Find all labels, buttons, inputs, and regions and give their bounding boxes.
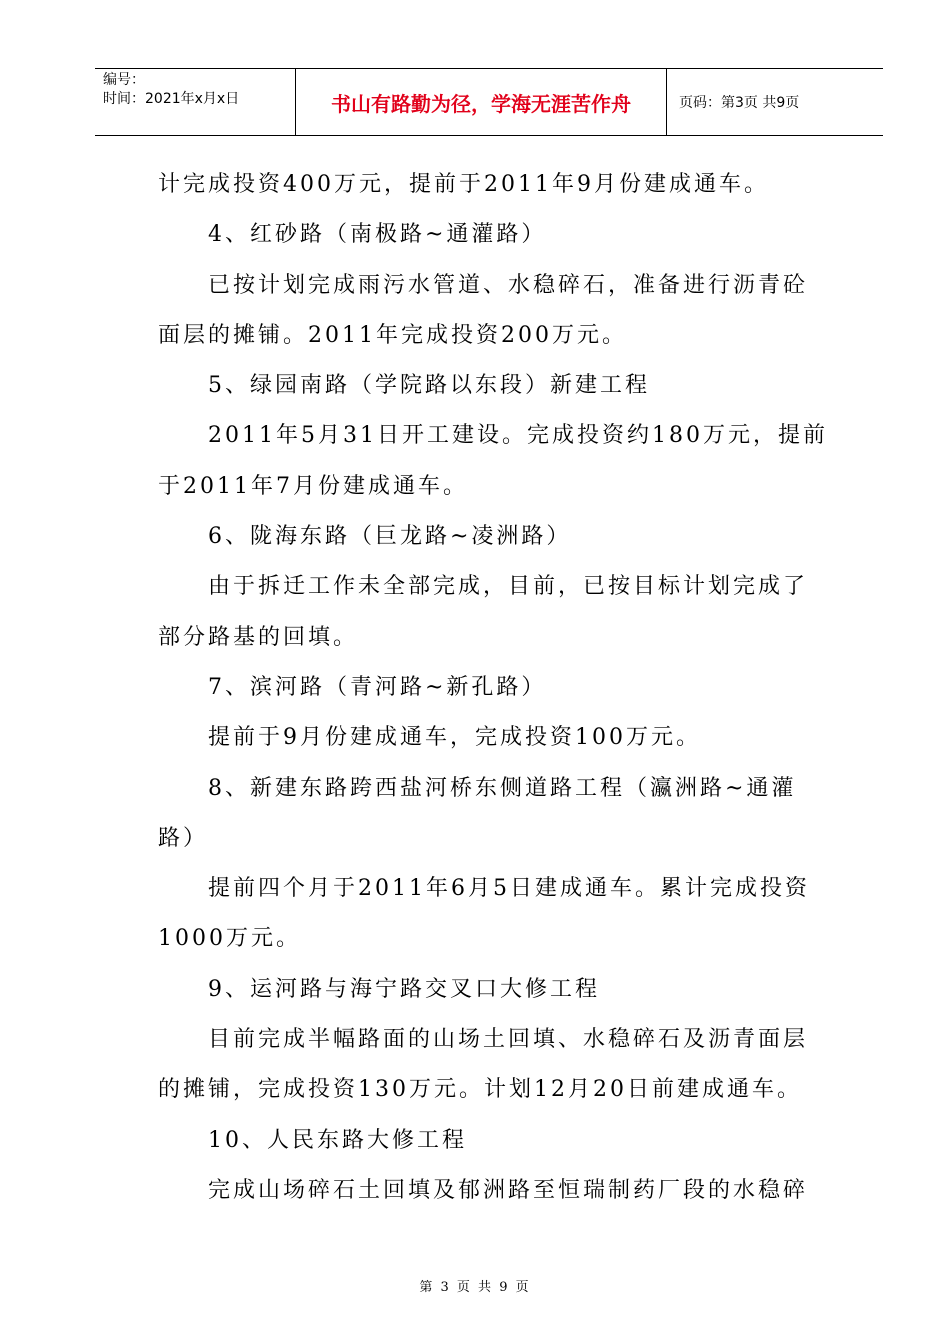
paragraph: 计完成投资400万元，提前于2011年9月份建成通车。 (158, 172, 769, 197)
section-heading: 5、绿园南路（学院路以东段）新建工程 (208, 373, 650, 399)
page-header (95, 68, 883, 136)
time-label: 时间：2021年x月x日 (103, 91, 240, 107)
number-label: 编号： (103, 72, 145, 88)
section-heading: 6、陇海东路（巨龙路~凌洲路） (208, 524, 572, 550)
paragraph: 完成山场碎石土回填及郁洲路至恒瑞制药厂段的水稳碎 (208, 1177, 809, 1203)
header-meta (95, 69, 295, 135)
paragraph: 已按计划完成雨污水管道、水稳碎石，准备进行沥青砼面层的摊铺。2011年完成投资200万元。 (158, 272, 809, 348)
section-heading: 4、红砂路（南极路~通灌路） (208, 222, 547, 248)
header-motto: 书山有路勤为径，学海无涯苦作舟 (295, 69, 667, 135)
paragraph: 2011年5月31日开工建设。完成投资约180万元，提前于2011年7月份建成通车。 (158, 423, 828, 499)
paragraph: 提前四个月于2011年6月5日建成通车。累计完成投资1000万元。 (158, 876, 810, 952)
document-body (158, 160, 830, 1216)
section-heading: 8、新建东路跨西盐河桥东侧道路工程（瀛洲路~通灌路） (158, 775, 797, 851)
paragraph: 目前完成半幅路面的山场土回填、水稳碎石及沥青面层的摊铺，完成投资130万元。计划12月20日前建成通车。 (158, 1027, 809, 1103)
section-heading: 10、人民东路大修工程 (208, 1127, 467, 1153)
paragraph: 提前于9月份建成通车，完成投资100万元。 (208, 725, 701, 751)
section-heading: 9、运河路与海宁路交叉口大修工程 (208, 976, 600, 1002)
paragraph: 由于拆迁工作未全部完成，目前，已按目标计划完成了部分路基的回填。 (158, 574, 809, 650)
header-page-info: 页码：第3页 共9页 (679, 95, 800, 111)
page-footer: 第 3 页 共 9 页 (419, 1280, 531, 1295)
section-heading: 7、滨河路（青河路~新孔路） (208, 674, 547, 700)
